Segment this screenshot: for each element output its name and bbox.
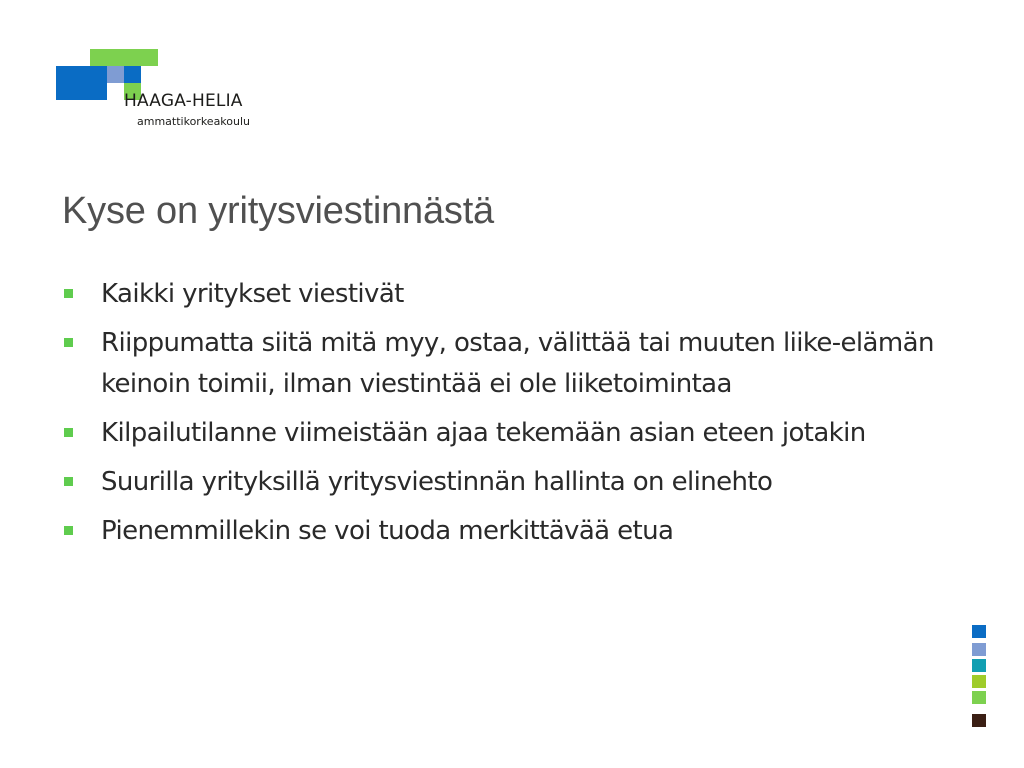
logo-square [90, 49, 107, 66]
bullet-item [62, 413, 942, 454]
logo-square [124, 49, 141, 66]
logo-subtitle: ammattikorkeakoulu [137, 115, 251, 128]
stripe-square [972, 659, 986, 672]
bullet-text: Kaikki yritykset viestivät [101, 279, 404, 309]
bullet-text: Suurilla yrityksillä yritysviestinnän hallinta on elinehto [101, 467, 773, 497]
logo-square [124, 66, 141, 83]
bullet-square-icon [64, 289, 73, 298]
bullet-text: Pienemmillekin se voi tuoda merkittävää etua [101, 516, 674, 546]
bullet-item [62, 323, 942, 405]
logo-name: HAAGA-HELIA [124, 91, 243, 111]
bullet-list [62, 274, 942, 560]
logo-square [73, 83, 90, 100]
bullet-item [62, 462, 942, 503]
logo-square [107, 49, 124, 66]
bullet-square-icon [64, 526, 73, 535]
logo-square [90, 83, 107, 100]
logo-square [141, 49, 158, 66]
stripe-square [972, 625, 986, 638]
slide-title: Kyse on yritysviestinnästä [62, 190, 494, 232]
logo-square [107, 66, 124, 83]
logo-square [73, 66, 90, 83]
stripe-square [972, 643, 986, 656]
stripe-square [972, 691, 986, 704]
logo-square [56, 83, 73, 100]
bullet-text: Kilpailutilanne viimeistään ajaa tekemään asian eteen jotakin [101, 418, 866, 448]
stripe-square [972, 714, 986, 727]
logo-square [56, 66, 73, 83]
stripe-square [972, 675, 986, 688]
decorative-color-stripe [972, 625, 986, 727]
bullet-text: Riippumatta siitä mitä myy, ostaa, välittää tai muuten liike-elämän keinoin toimii, ilman viestintää ei ole liiketoimintaa [101, 328, 934, 399]
bullet-item [62, 274, 942, 315]
bullet-item [62, 511, 942, 552]
bullet-square-icon [64, 338, 73, 347]
bullet-square-icon [64, 428, 73, 437]
logo-square [90, 66, 107, 83]
bullet-square-icon [64, 477, 73, 486]
